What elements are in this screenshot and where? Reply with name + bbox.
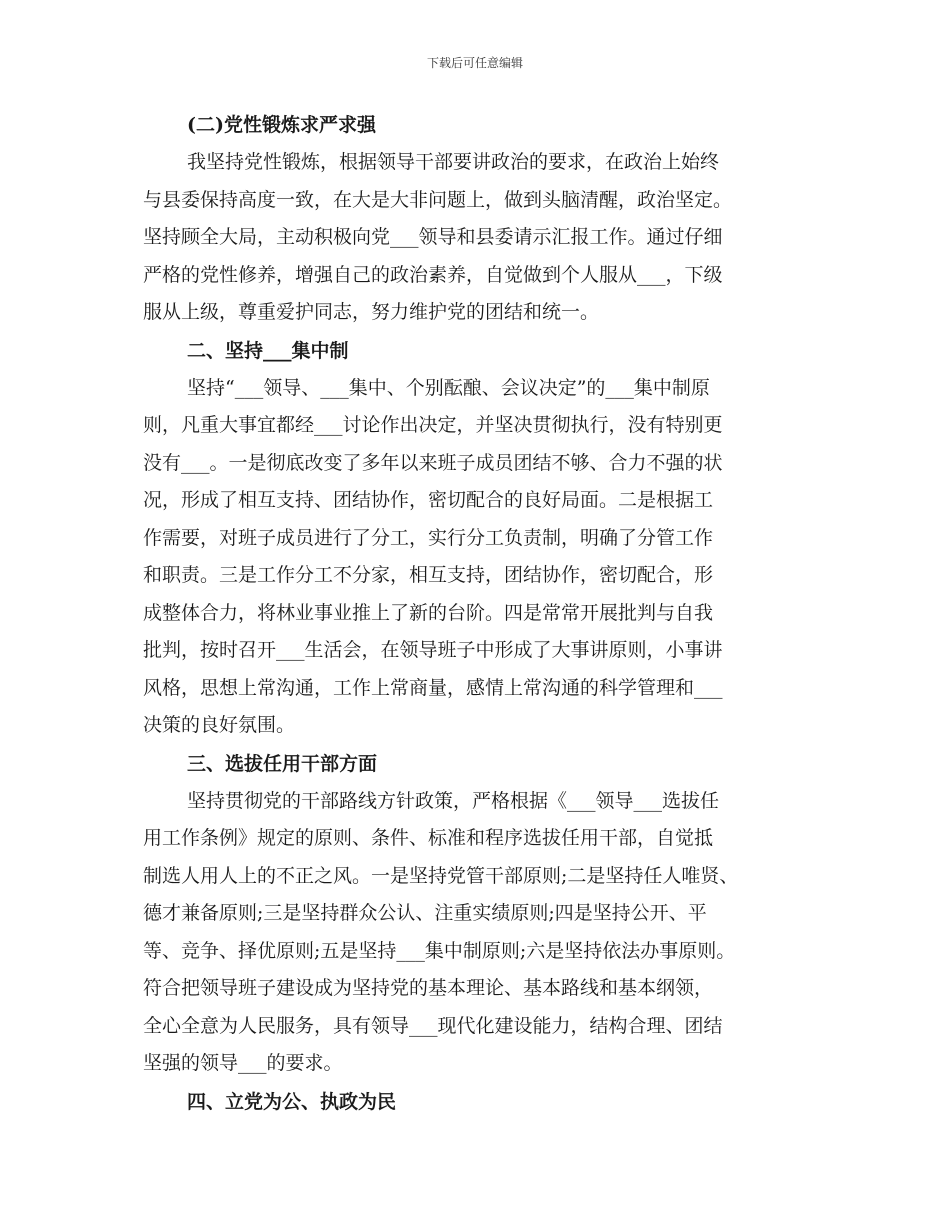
paragraph-line: 风格，思想上常沟通，工作上常商量，感情上常沟通的科学管理和___ bbox=[143, 676, 723, 699]
paragraph-line: 坚持“___领导、___集中、个别酝酿、会议决定”的___集中制原 bbox=[187, 376, 710, 399]
paragraph-line: 用工作条例》规定的原则、条件、标准和程序选拔任用干部，自觉抵 bbox=[143, 827, 714, 849]
paragraph bbox=[143, 783, 823, 1083]
section-heading: 四、立党为公、执政为民 bbox=[187, 1090, 397, 1113]
paragraph-line: 坚持顾全大局，主动积极向党___领导和县委请示汇报工作。通过仔细 bbox=[143, 226, 723, 248]
section-heading: (二)党性锻炼求严求强 bbox=[187, 114, 376, 136]
paragraph-line: 况，形成了相互支持、团结协作，密切配合的良好局面。二是根据工 bbox=[143, 489, 714, 511]
paragraph-line: 和职责。三是工作分工不分家，相互支持，团结协作，密切配合，形 bbox=[143, 564, 714, 586]
paragraph-line: 严格的党性修养，增强自己的政治素养，自觉做到个人服从___，下级 bbox=[143, 263, 723, 286]
section-heading: 二、坚持___集中制 bbox=[187, 339, 349, 362]
paragraph bbox=[143, 144, 823, 332]
paragraph-line: 成整体合力，将林业事业推上了新的台阶。四是常常开展批判与自我 bbox=[143, 601, 714, 624]
paragraph-line: 决策的良好氛围。 bbox=[143, 714, 296, 736]
paragraph-line: 则，凡重大事宜都经___讨论作出决定，并坚决贯彻执行，没有特别更 bbox=[143, 414, 723, 436]
document-body bbox=[143, 106, 823, 1121]
paragraph-line: 作需要，对班子成员进行了分工，实行分工负责制，明确了分管工作 bbox=[143, 526, 714, 549]
paragraph-line: 符合把领导班子建设成为坚持党的基本理论、基本路线和基本纲领， bbox=[143, 977, 714, 999]
paragraph bbox=[143, 370, 823, 745]
paragraph-line: 批判，按时召开___生活会，在领导班子中形成了大事讲原则，小事讲 bbox=[143, 639, 723, 661]
paragraph-line: 没有___。一是彻底改变了多年以来班子成员团结不够、合力不强的状 bbox=[143, 451, 723, 474]
section-heading: 三、选拔任用干部方面 bbox=[187, 752, 378, 775]
paragraph-line: 服从上级，尊重爱护同志，努力维护党的团结和统一。 bbox=[143, 301, 600, 323]
paragraph-line: 全心全意为人民服务，具有领导___现代化建设能力，结构合理、团结 bbox=[143, 1014, 723, 1037]
paragraph-line: 与县委保持高度一致，在大是大非问题上，做到头脑清醒，政治坚定。 bbox=[143, 188, 733, 211]
paragraph-line: 等、竞争、择优原则;五是坚持___集中制原则;六是坚持依法办事原则。 bbox=[143, 939, 736, 962]
paragraph-line: 我坚持党性锻炼，根据领导干部要讲政治的要求，在政治上始终 bbox=[187, 151, 720, 173]
page-header: 下载后可任意编辑 bbox=[426, 56, 523, 70]
paragraph-line: 坚强的领导___的要求。 bbox=[143, 1052, 343, 1074]
paragraph-line: 德才兼备原则;三是坚持群众公认、注重实绩原则;四是坚持公开、平 bbox=[143, 902, 707, 924]
paragraph-line: 制选人用人上的不正之风。一是坚持党管干部原则;二是坚持任人唯贤、 bbox=[143, 864, 739, 887]
paragraph-line: 坚持贯彻党的干部路线方针政策，严格根据《___领导___选拔任 bbox=[187, 789, 720, 812]
